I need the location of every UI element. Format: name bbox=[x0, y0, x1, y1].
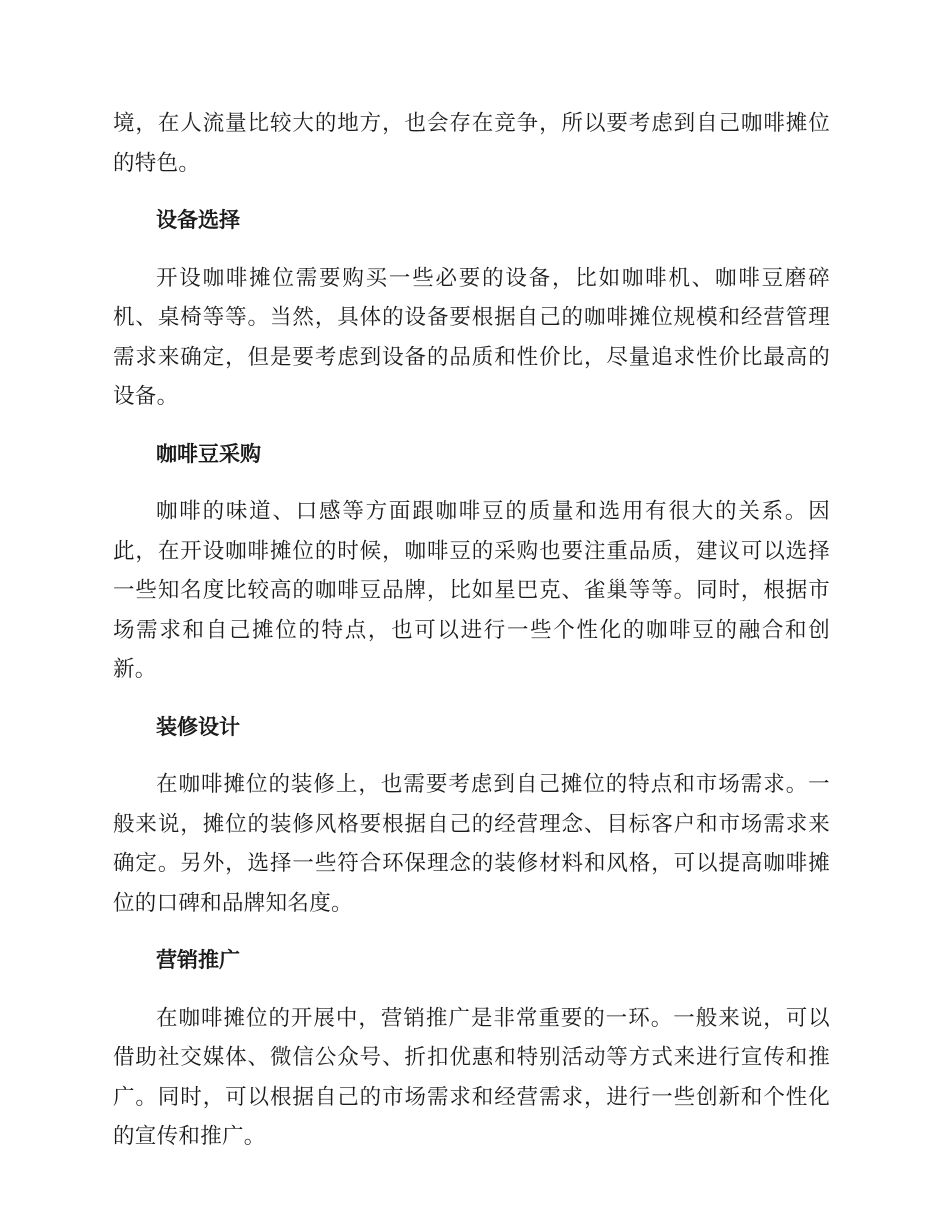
section-body-bean-purchasing: 咖啡的味道、口感等方面跟咖啡豆的质量和选用有很大的关系。因此，在开设咖啡摊位的时候，咖啡豆的采购也要注重品质，建议可以选择一些知名度比较高的咖啡豆品牌，比如星巴克、雀巢等等。同时，根据市场需求和自己摊位的特点，也可以进行一些个性化的咖啡豆的融合和创新。 bbox=[113, 499, 830, 682]
section-body-decoration: 在咖啡摊位的装修上，也需要考虑到自己摊位的特点和市场需求。一般来说，摊位的装修风格要根据自己的经营理念、目标客户和市场需求来确定。另外，选择一些符合环保理念的装修材料和风格，可以提高咖啡摊位的口碑和品牌知名度。 bbox=[113, 772, 830, 916]
section-heading-bean-purchasing: 咖啡豆采购 bbox=[156, 441, 261, 466]
section-body-marketing: 在咖啡摊位的开展中，营销推广是非常重要的一环。一般来说，可以借助社交媒体、微信公众号、折扣优惠和特别活动等方式来进行宣传和推广。同时，可以根据自己的市场需求和经营需求，进行一些创新和个性化的宣传和推广。 bbox=[113, 1005, 830, 1149]
section-body-equipment: 开设咖啡摊位需要购买一些必要的设备，比如咖啡机、咖啡豆磨碎机、桌椅等等。当然，具体的设备要根据自己的咖啡摊位规模和经营管理需求来确定，但是要考虑到设备的品质和性价比，尽量追求性价比最高的设备。 bbox=[113, 265, 830, 409]
section-heading-equipment: 设备选择 bbox=[156, 208, 240, 232]
intro-continuation-paragraph: 境，在人流量比较大的地方，也会存在竞争，所以要考虑到自己咖啡摊位的特色。 bbox=[113, 111, 830, 176]
section-heading-marketing: 营销推广 bbox=[156, 948, 240, 972]
section-heading-decoration: 装修设计 bbox=[156, 714, 240, 739]
document-page bbox=[113, 104, 830, 1157]
